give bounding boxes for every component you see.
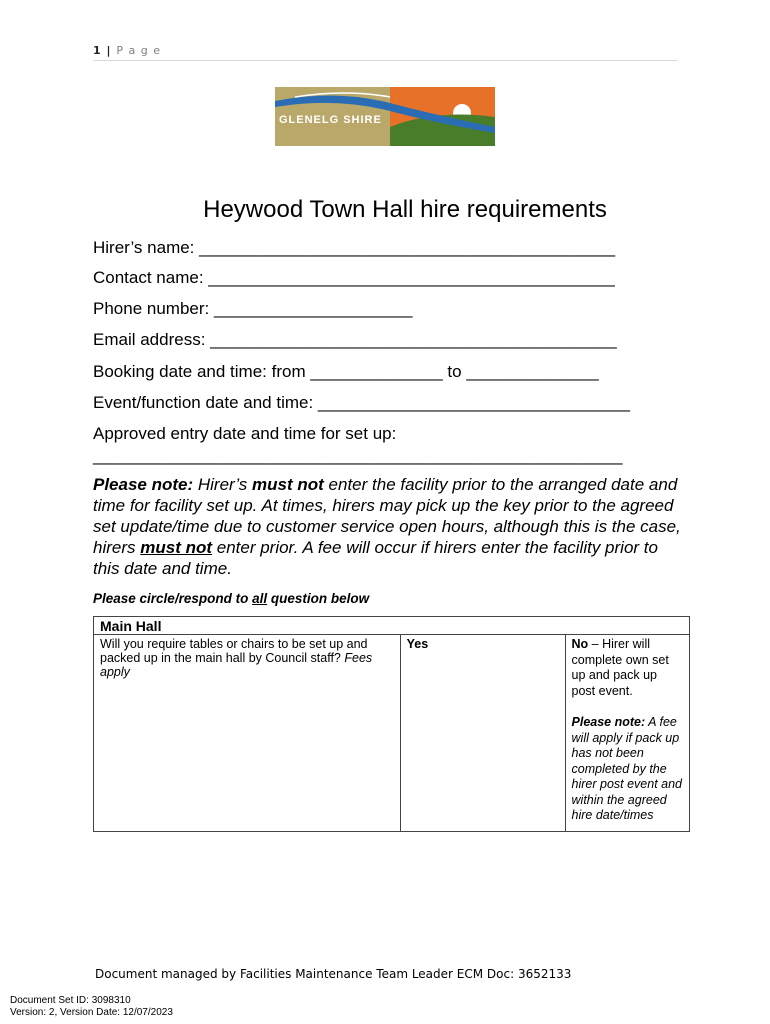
booking-date-field[interactable]: Booking date and time: from ______________ to ______________: [93, 362, 599, 381]
note-text-1: Hirer’s: [193, 475, 253, 494]
no-note-lead: Please note:: [571, 715, 646, 729]
question-cell: [94, 635, 401, 832]
instruction-all: all: [252, 591, 268, 606]
entry-date-field[interactable]: ________________________________________________________: [93, 446, 623, 465]
question-fee: Fees apply: [100, 651, 373, 679]
no-note-text: A fee will apply if pack up has not been completed by the hirer post event and within the agreed hire date/times: [571, 715, 683, 822]
page-header: [93, 44, 678, 61]
page-number: 1: [93, 44, 102, 57]
note-text-2: enter the facility prior to the arranged date and time for facility set up. At times, hirers may pick up the key prior to the agreed set update/time due to customer service open hours, although this is the case, hirers: [93, 475, 681, 557]
please-note-paragraph: [93, 474, 683, 579]
page-separator: |: [101, 44, 117, 57]
phone-number-field[interactable]: Phone number: _____________________: [93, 299, 413, 318]
note-text-3: enter prior. A fee will occur if hirers enter the facility prior to this date and time.: [93, 538, 658, 578]
no-option[interactable]: [565, 635, 689, 832]
instruction-post: question below: [267, 591, 370, 606]
instruction-pre: Please circle/respond to: [93, 591, 253, 606]
question-text: Will you require tables or chairs to be set up and packed up in the main hall by Council staff?: [100, 637, 368, 665]
glenelg-shire-logo: [275, 87, 495, 146]
note-lead: Please note:: [93, 475, 194, 494]
yes-option[interactable]: Yes: [400, 635, 565, 832]
contact-name-field[interactable]: Contact name: ___________________________________________: [93, 268, 615, 287]
entry-date-label: Approved entry date and time for set up:: [93, 424, 397, 443]
footer-meta: [10, 995, 173, 1019]
page-title: Heywood Town Hall hire requirements: [203, 196, 607, 223]
document-set-id: Document Set ID: 3098310: [10, 995, 131, 1006]
main-hall-table: [93, 616, 690, 832]
table-heading-row: [94, 617, 690, 635]
logo-graphic: [275, 87, 495, 146]
no-text: – Hirer will complete own set up and pack up post event.: [571, 637, 669, 698]
version-info: Version: 2, Version Date: 12/07/2023: [10, 1007, 173, 1018]
note-must-not-2: must not: [140, 538, 213, 557]
no-label: No: [571, 637, 589, 651]
circle-instruction: [93, 591, 369, 606]
event-date-field[interactable]: Event/function date and time: _________________________________: [93, 393, 630, 412]
table-row: [94, 635, 690, 832]
page-word: P a g e: [116, 44, 161, 57]
hirer-name-field[interactable]: Hirer’s name: ____________________________________________: [93, 238, 616, 257]
email-address-field[interactable]: Email address: ___________________________________________: [93, 330, 617, 349]
note-must-not-1: must not: [252, 475, 324, 494]
main-hall-heading: Main Hall: [94, 617, 690, 635]
logo-text: GLENELG SHIRE: [279, 114, 382, 126]
footer-document-managed: Document managed by Facilities Maintenance Team Leader ECM Doc: 3652133: [95, 967, 572, 981]
